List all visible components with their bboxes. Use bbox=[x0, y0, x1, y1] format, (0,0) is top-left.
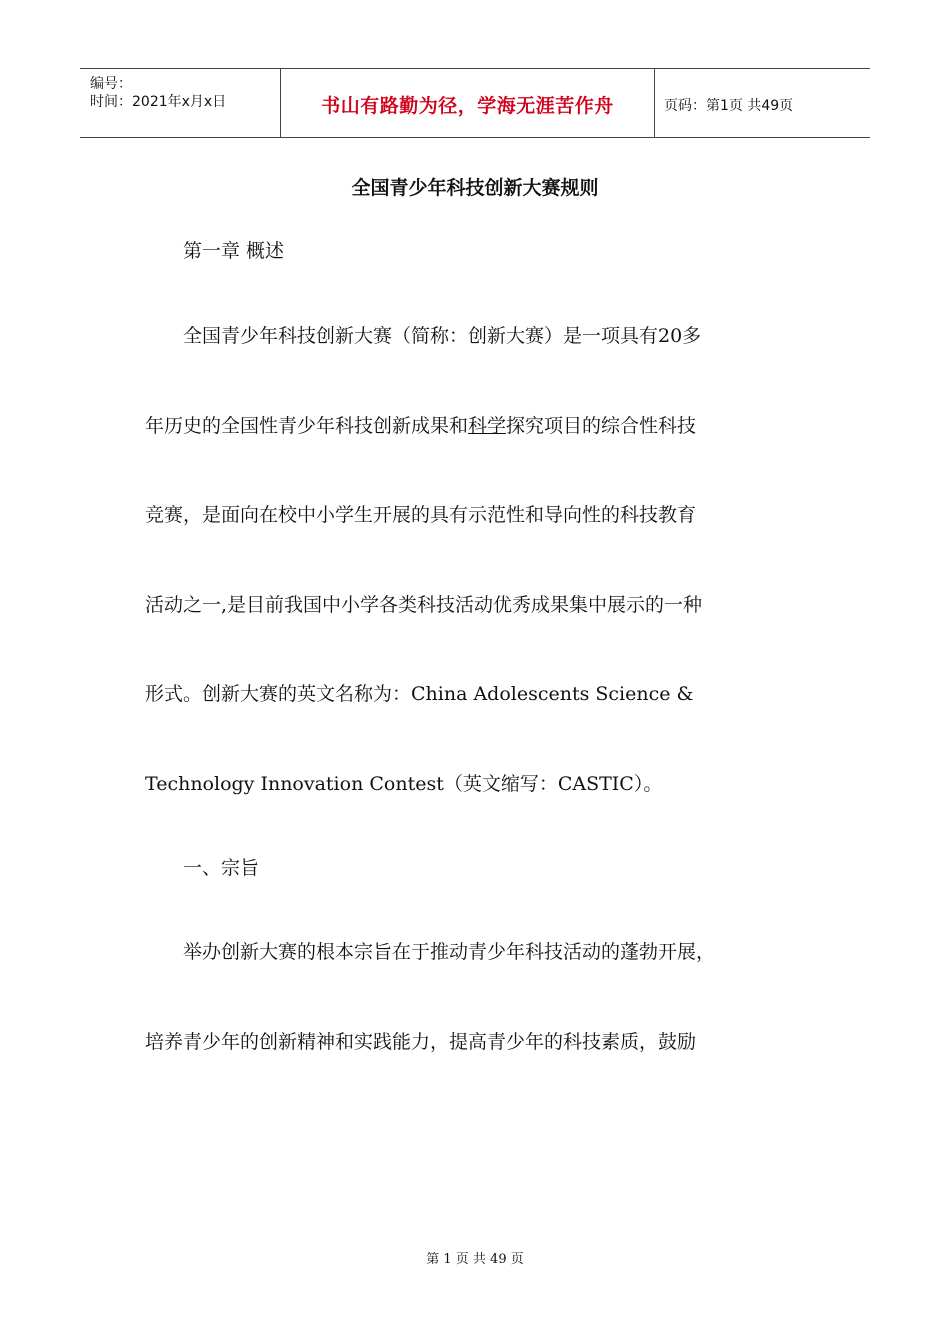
page-code: 页码：第1页 共49页 bbox=[664, 98, 794, 114]
text-span: 探究项目的综合性科技 bbox=[506, 415, 697, 437]
paragraph-line bbox=[145, 411, 696, 438]
paragraph-line: 活动之一,是目前我国中小学各类科技活动优秀成果集中展示的一种 bbox=[145, 594, 703, 616]
section-heading: 一、宗旨 bbox=[183, 857, 260, 879]
text-span: 年历史的全国性青少年科技创新成果和 bbox=[145, 415, 469, 437]
header-meta-cell bbox=[80, 69, 280, 137]
chapter-heading: 第一章 概述 bbox=[183, 240, 285, 262]
motto: 书山有路勤为径，学海无涯苦作舟 bbox=[321, 95, 614, 117]
paragraph-line: 举办创新大赛的根本宗旨在于推动青少年科技活动的蓬勃开展， bbox=[183, 941, 716, 963]
page-footer: 第 1 页 共 49 页 bbox=[426, 1252, 524, 1267]
paragraph-line: 培养青少年的创新精神和实践能力，提高青少年的科技素质，鼓励 bbox=[145, 1031, 697, 1053]
paragraph-line: 全国青少年科技创新大赛（简称：创新大赛）是一项具有20多 bbox=[183, 325, 702, 347]
header-motto-cell bbox=[280, 69, 655, 137]
header-page-cell bbox=[654, 69, 870, 137]
paragraph-line: 竞赛，是面向在校中小学生开展的具有示范性和导向性的科技教育 bbox=[145, 504, 697, 526]
time-label: 时间：2021年x月x日 bbox=[90, 94, 227, 110]
document-title: 全国青少年科技创新大赛规则 bbox=[351, 177, 599, 199]
document-header bbox=[80, 68, 870, 138]
science-link[interactable]: 科学 bbox=[468, 415, 507, 437]
number-label: 编号： bbox=[90, 76, 132, 92]
paragraph-line: 形式。创新大赛的英文名称为：China Adolescents Science & bbox=[145, 683, 694, 705]
paragraph-line: Technology Innovation Contest（英文缩写：CASTIC）。 bbox=[145, 773, 663, 795]
